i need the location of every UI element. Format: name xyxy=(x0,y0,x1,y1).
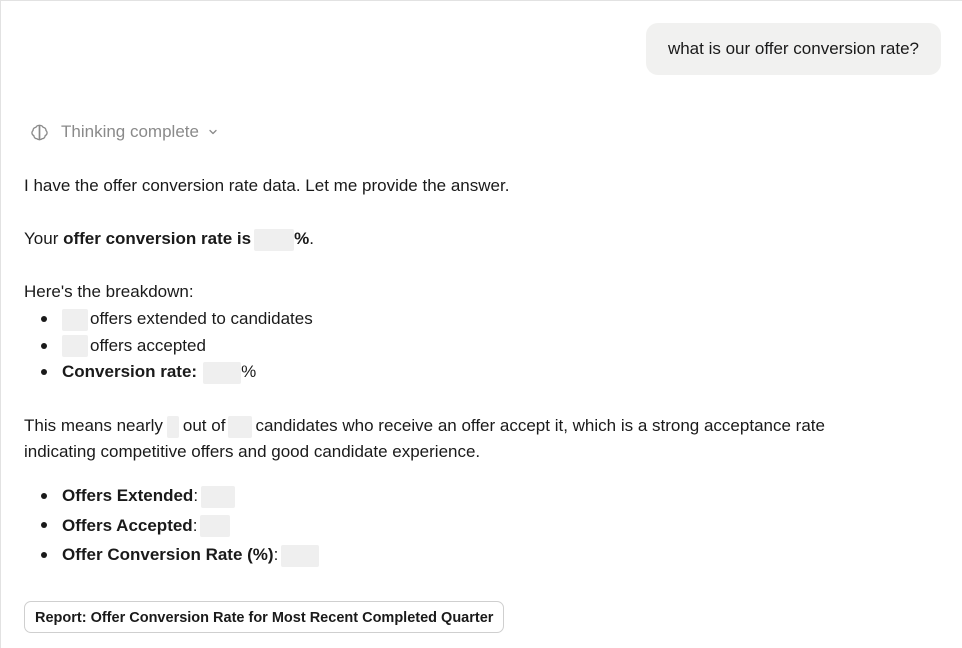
metric-label: Offers Extended xyxy=(62,486,194,505)
redacted-value xyxy=(167,416,179,438)
breakdown-accepted-text: offers accepted xyxy=(90,335,206,355)
breakdown-list xyxy=(24,306,313,386)
metric-colon: : xyxy=(193,486,199,505)
report-button[interactable]: Report: Offer Conversion Rate for Most Recent Completed Quarter xyxy=(24,601,504,633)
thinking-toggle[interactable] xyxy=(30,119,218,145)
meaning-part1: This means nearly xyxy=(24,416,163,435)
summary-prefix: Your xyxy=(24,229,64,248)
summary-bold-text: offer conversion rate is xyxy=(63,229,252,248)
list-item xyxy=(24,333,313,360)
summary-percent: % xyxy=(294,229,310,248)
list-item xyxy=(24,481,319,511)
redacted-value xyxy=(203,362,241,384)
user-message-bubble xyxy=(646,23,941,75)
brain-icon xyxy=(30,123,49,142)
response-intro: I have the offer conversion rate data. Let me provide the answer. xyxy=(24,176,510,195)
metric-colon: : xyxy=(273,545,279,564)
meaning-line2: indicating competitive offers and good candidate experience. xyxy=(24,442,481,461)
redacted-value xyxy=(200,515,230,537)
list-item xyxy=(24,359,313,386)
breakdown-rate-suffix: % xyxy=(241,362,257,381)
meaning-part2: out of xyxy=(182,416,226,435)
user-message-text: what is our offer conversion rate? xyxy=(667,39,919,58)
metric-label: Offers Accepted xyxy=(62,515,193,535)
breakdown-rate-label: Conversion rate: xyxy=(62,362,198,381)
list-item xyxy=(24,306,313,333)
redacted-value xyxy=(254,229,294,251)
summary-period: . xyxy=(309,229,314,248)
breakdown-extended-text: offers extended to candidates xyxy=(90,309,313,328)
redacted-value xyxy=(62,335,88,357)
redacted-value xyxy=(281,545,319,567)
response-meaning xyxy=(24,413,825,439)
chevron-down-icon xyxy=(208,127,218,137)
meaning-part3: candidates who receive an offer accept it, which is a strong acceptance rate xyxy=(255,416,825,435)
response-summary xyxy=(24,226,314,252)
metric-label: Offer Conversion Rate (%) xyxy=(62,545,274,564)
redacted-value xyxy=(201,486,235,508)
metric-colon: : xyxy=(192,515,198,535)
metrics-list xyxy=(24,481,319,570)
breakdown-heading: Here's the breakdown: xyxy=(24,282,194,301)
redacted-value xyxy=(62,309,88,331)
list-item xyxy=(24,540,319,570)
redacted-value xyxy=(228,416,252,438)
list-item xyxy=(24,511,319,541)
thinking-label: Thinking complete xyxy=(61,122,199,141)
